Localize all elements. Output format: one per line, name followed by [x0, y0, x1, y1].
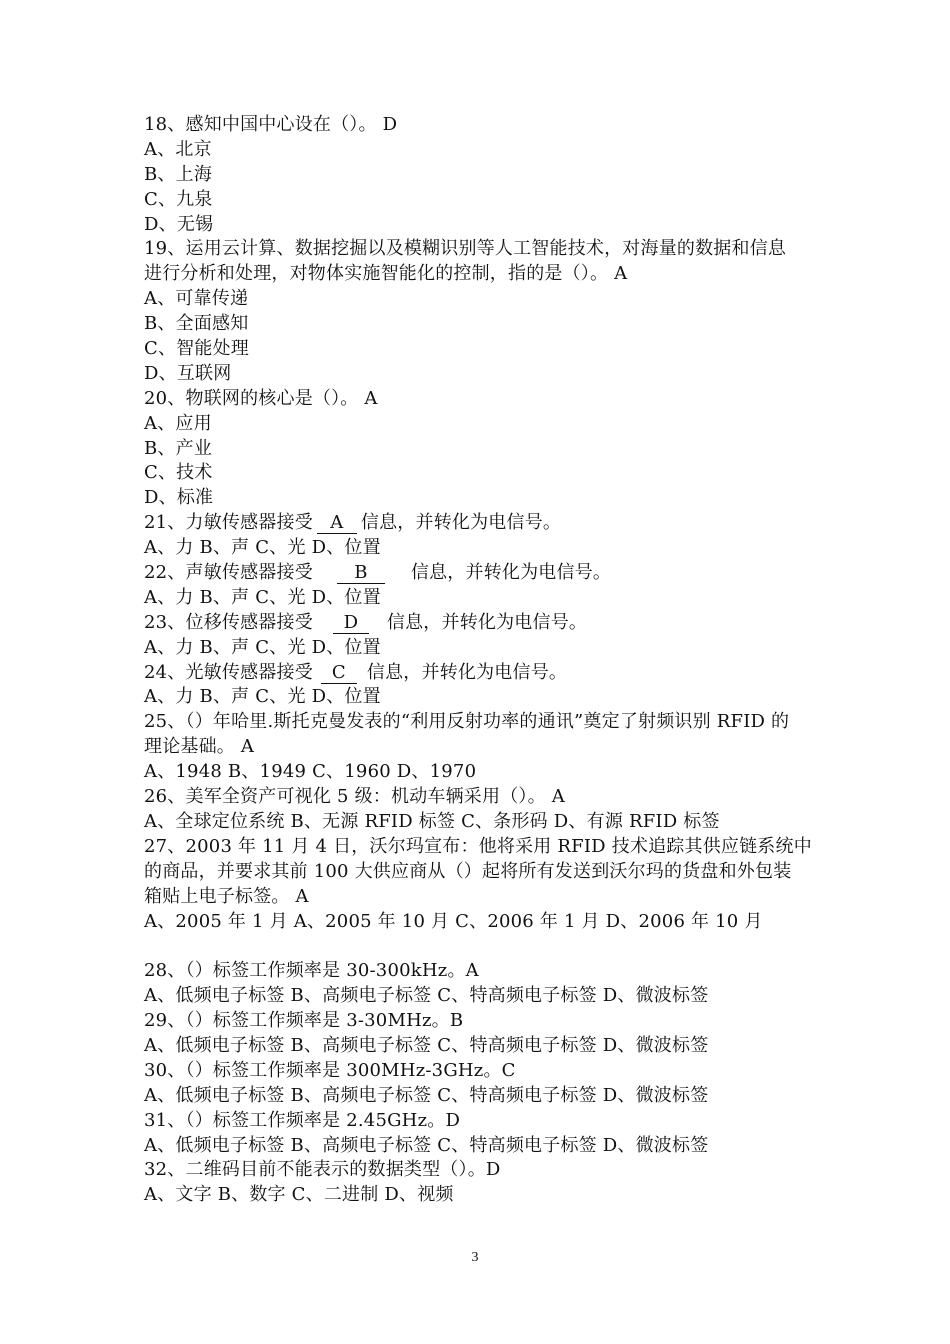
- question-list: [144, 113, 824, 1208]
- options-21: A、力 B、声 C、光 D、位置: [144, 537, 381, 559]
- option-c: C、九泉: [144, 188, 213, 210]
- question-23: [144, 611, 824, 636]
- answer-blank-24: C: [321, 663, 357, 684]
- options-24: A、力 B、声 C、光 D、位置: [144, 686, 381, 708]
- options-28: A、低频电子标签 B、高频电子标签 C、特高频电子标签 D、微波标签: [144, 985, 709, 1007]
- option-b: B、全面感知: [144, 313, 249, 335]
- question-25-line-2: 理论基础。 A: [144, 736, 255, 758]
- options-27: A、2005 年 1 月 A、2005 年 10 月 C、2006 年 1 月 D、2006 年 10 月: [144, 910, 763, 932]
- question-27-line-1: 27、2003 年 11 月 4 日，沃尔玛宣布：他将采用 RFID 技术追踪其供应链系统中: [144, 835, 812, 857]
- option-a: A、北京: [144, 138, 212, 160]
- question-19-line-1: 19、运用云计算、数据挖掘以及模糊识别等人工智能技术，对海量的数据和信息: [144, 238, 787, 260]
- question-29: 29、（）标签工作频率是 3-30MHz。B: [144, 1010, 464, 1032]
- option-c: C、智能处理: [144, 338, 249, 360]
- options-30: A、低频电子标签 B、高频电子标签 C、特高频电子标签 D、微波标签: [144, 1084, 709, 1106]
- question-23-tail: 信息，并转化为电信号。: [386, 611, 588, 633]
- question-32: 32、二维码目前不能表示的数据类型（）。D: [144, 1159, 501, 1181]
- options-26: A、全球定位系统 B、无源 RFID 标签 C、条形码 D、有源 RFID 标签: [144, 810, 720, 832]
- question-20: 20、物联网的核心是（）。 A: [144, 387, 378, 409]
- question-30: 30、（）标签工作频率是 300MHz-3GHz。C: [144, 1059, 516, 1081]
- option-b: B、产业: [144, 437, 213, 459]
- answer-blank-23: D: [333, 613, 369, 634]
- question-24: [144, 661, 824, 686]
- question-22-tail: 信息，并转化为电信号。: [410, 562, 612, 584]
- question-22-text: 22、声敏传感器接受: [144, 562, 313, 584]
- question-24-tail: 信息，并转化为电信号。: [366, 661, 568, 683]
- question-27-line-2: 的商品，并要求其前 100 大供应商从（）起将所有发送到沃尔玛的货盘和外包装: [144, 860, 792, 882]
- answer-blank-22: B: [337, 563, 385, 584]
- question-21-text: 21、力敏传感器接受: [144, 512, 313, 534]
- question-31: 31、（）标签工作频率是 2.45GHz。D: [144, 1109, 461, 1131]
- question-21-tail: 信息，并转化为电信号。: [360, 512, 562, 534]
- question-23-text: 23、位移传感器接受: [144, 611, 313, 633]
- question-25-line-1: 25、（）年哈里.斯托克曼发表的“利用反射功率的通讯”奠定了射频识别 RFID 的: [144, 711, 790, 733]
- option-a: A、应用: [144, 412, 212, 434]
- options-29: A、低频电子标签 B、高频电子标签 C、特高频电子标签 D、微波标签: [144, 1034, 709, 1056]
- options-32: A、文字 B、数字 C、二进制 D、视频: [144, 1184, 454, 1206]
- question-26: 26、美军全资产可视化 5 级：机动车辆采用（）。 A: [144, 786, 565, 808]
- options-23: A、力 B、声 C、光 D、位置: [144, 636, 381, 658]
- option-d: D、无锡: [144, 213, 214, 235]
- options-25: A、1948 B、1949 C、1960 D、1970: [144, 761, 477, 783]
- option-d: D、标准: [144, 487, 214, 509]
- answer-blank-21: A: [317, 513, 357, 534]
- option-d: D、互联网: [144, 362, 232, 384]
- question-18: 18、感知中国中心设在（）。 D: [144, 114, 398, 135]
- option-c: C、技术: [144, 462, 213, 484]
- question-21: [144, 511, 824, 536]
- option-a: A、可靠传递: [144, 288, 249, 310]
- question-28: 28、（）标签工作频率是 30-300kHz。A: [144, 960, 479, 982]
- question-27-line-3: 箱贴上电子标签。 A: [144, 885, 309, 907]
- question-24-text: 24、光敏传感器接受: [144, 661, 313, 683]
- question-19-line-2: 进行分析和处理，对物体实施智能化的控制，指的是（）。 A: [144, 263, 628, 285]
- options-31: A、低频电子标签 B、高频电子标签 C、特高频电子标签 D、微波标签: [144, 1134, 709, 1156]
- question-22: [144, 561, 824, 586]
- options-22: A、力 B、声 C、光 D、位置: [144, 586, 381, 608]
- page-number: 3: [471, 1250, 479, 1265]
- option-b: B、上海: [144, 163, 213, 185]
- blank-line: [144, 934, 824, 959]
